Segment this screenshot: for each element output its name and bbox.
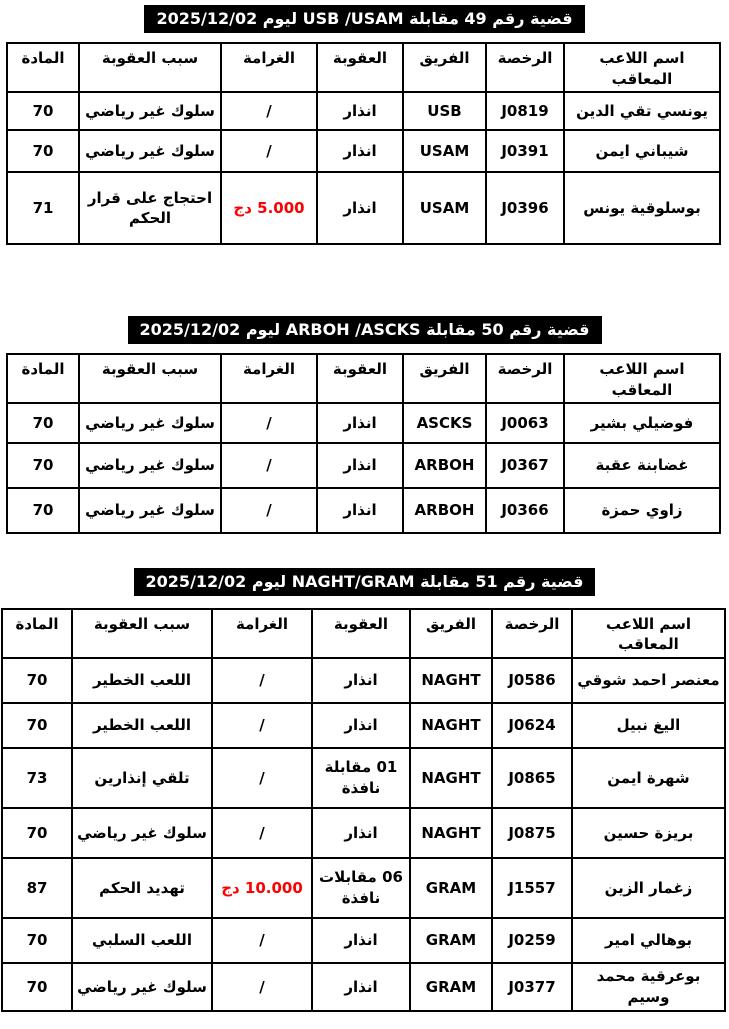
reason-cell: اللعب السلبي (72, 918, 212, 963)
sanction-cell: انذار (317, 130, 403, 172)
reason-cell: سلوك غير رياضي (79, 403, 221, 443)
fine-cell: / (212, 703, 312, 748)
case-49-section (0, 5, 729, 245)
article-cell: 87 (2, 858, 72, 918)
case-50-sanctions-table (6, 353, 721, 534)
column-header-article: المادة (7, 354, 79, 403)
table-header-row (2, 609, 725, 658)
case-51-title-bar: قضية رقم 51 مقابلة NAGHT/GRAM ليوم 2025/12/02 (134, 568, 596, 596)
table-row (2, 918, 725, 963)
fine-cell: / (221, 488, 317, 533)
player-name-cell: اليغ نبيل (572, 703, 725, 748)
article-cell: 70 (2, 918, 72, 963)
license-cell: J0586 (492, 658, 572, 703)
table-row (2, 658, 725, 703)
sanction-cell: انذار (317, 403, 403, 443)
fine-cell: / (212, 918, 312, 963)
column-header-license: الرخصة (486, 354, 564, 403)
player-name-cell: غضابنة عقبة (564, 443, 720, 488)
player-name-cell: شهرة ايمن (572, 748, 725, 808)
fine-cell: / (212, 748, 312, 808)
sanction-cell: انذار (312, 808, 410, 858)
sanction-cell: 01 مقابلة نافذة (312, 748, 410, 808)
team-cell: GRAM (410, 963, 492, 1011)
fine-cell: / (212, 963, 312, 1011)
player-name-cell: بريزة حسين (572, 808, 725, 858)
table-row (2, 858, 725, 918)
column-header-sanction: العقوبة (312, 609, 410, 658)
license-cell: J1557 (492, 858, 572, 918)
column-header-article: المادة (2, 609, 72, 658)
reason-cell: تهديد الحكم (72, 858, 212, 918)
fine-cell: / (221, 403, 317, 443)
reason-cell: سلوك غير رياضي (72, 963, 212, 1011)
fine-cell: / (212, 658, 312, 703)
article-cell: 70 (2, 658, 72, 703)
sanction-cell: انذار (312, 658, 410, 703)
sanction-cell: انذار (312, 918, 410, 963)
article-cell: 70 (2, 703, 72, 748)
sanction-cell: 06 مقابلات نافذة (312, 858, 410, 918)
column-header-license: الرخصة (492, 609, 572, 658)
table-row (2, 748, 725, 808)
fine-cell: 10.000 دج (212, 858, 312, 918)
fine-cell: / (221, 130, 317, 172)
license-cell: J0063 (486, 403, 564, 443)
player-name-cell: معنصر احمد شوقي (572, 658, 725, 703)
table-row (2, 703, 725, 748)
team-cell: NAGHT (410, 808, 492, 858)
fine-cell: / (221, 443, 317, 488)
sanction-cell: انذار (317, 488, 403, 533)
case-49-title-bar: قضية رقم 49 مقابلة USB /USAM ليوم 2025/12/02 (144, 5, 584, 33)
article-cell: 70 (7, 488, 79, 533)
reason-cell: سلوك غير رياضي (79, 488, 221, 533)
license-cell: J0377 (492, 963, 572, 1011)
article-cell: 70 (2, 808, 72, 858)
reason-cell: سلوك غير رياضي (79, 130, 221, 172)
player-name-cell: شيباني ايمن (564, 130, 720, 172)
column-header-license: الرخصة (486, 43, 564, 92)
column-header-team: الفريق (403, 43, 486, 92)
column-header-fine: الغرامة (212, 609, 312, 658)
team-cell: USAM (403, 130, 486, 172)
reason-cell: سلوك غير رياضي (72, 808, 212, 858)
sanction-cell: انذار (317, 443, 403, 488)
article-cell: 70 (7, 130, 79, 172)
column-header-reason: سبب العقوبة (72, 609, 212, 658)
reason-cell: سلوك غير رياضي (79, 443, 221, 488)
disciplinary-report-page (0, 5, 729, 1029)
column-header-reason: سبب العقوبة (79, 354, 221, 403)
table-row (7, 488, 720, 533)
sanction-cell: انذار (312, 703, 410, 748)
column-header-sanction: العقوبة (317, 354, 403, 403)
column-header-player-name: اسم اللاعب المعاقب (564, 43, 720, 92)
license-cell: J0367 (486, 443, 564, 488)
table-row (7, 172, 720, 244)
column-header-team: الفريق (410, 609, 492, 658)
player-name-cell: زغمار الزين (572, 858, 725, 918)
license-cell: J0391 (486, 130, 564, 172)
player-name-cell: بوعرقية محمد وسيم (572, 963, 725, 1011)
article-cell: 70 (7, 403, 79, 443)
column-header-fine: الغرامة (221, 43, 317, 92)
case-49-sanctions-table (6, 42, 721, 245)
license-cell: J0259 (492, 918, 572, 963)
case-51-sanctions-table (1, 608, 726, 1012)
article-cell: 70 (7, 443, 79, 488)
article-cell: 70 (2, 963, 72, 1011)
sanction-cell: انذار (317, 92, 403, 130)
player-name-cell: بوسلوقية يونس (564, 172, 720, 244)
table-row (7, 92, 720, 130)
fine-cell: / (212, 808, 312, 858)
reason-cell: تلقي إنذارين (72, 748, 212, 808)
license-cell: J0865 (492, 748, 572, 808)
fine-cell: 5.000 دج (221, 172, 317, 244)
sanction-cell: انذار (312, 963, 410, 1011)
player-name-cell: فوضيلي بشير (564, 403, 720, 443)
column-header-article: المادة (7, 43, 79, 92)
reason-cell: اللعب الخطير (72, 703, 212, 748)
team-cell: ARBOH (403, 488, 486, 533)
table-row (2, 808, 725, 858)
reason-cell: اللعب الخطير (72, 658, 212, 703)
team-cell: USAM (403, 172, 486, 244)
reason-cell: احتجاج على قرار الحكم (79, 172, 221, 244)
team-cell: NAGHT (410, 748, 492, 808)
fine-cell: / (221, 92, 317, 130)
player-name-cell: بوهالي امير (572, 918, 725, 963)
license-cell: J0396 (486, 172, 564, 244)
license-cell: J0366 (486, 488, 564, 533)
license-cell: J0624 (492, 703, 572, 748)
reason-cell: سلوك غير رياضي (79, 92, 221, 130)
player-name-cell: زاوي حمزة (564, 488, 720, 533)
article-cell: 70 (7, 92, 79, 130)
team-cell: GRAM (410, 858, 492, 918)
case-51-section (0, 568, 729, 1012)
article-cell: 71 (7, 172, 79, 244)
column-header-team: الفريق (403, 354, 486, 403)
column-header-player-name: اسم اللاعب المعاقب (564, 354, 720, 403)
team-cell: NAGHT (410, 658, 492, 703)
team-cell: ASCKS (403, 403, 486, 443)
license-cell: J0819 (486, 92, 564, 130)
table-row (7, 130, 720, 172)
column-header-sanction: العقوبة (317, 43, 403, 92)
table-row (7, 403, 720, 443)
column-header-fine: الغرامة (221, 354, 317, 403)
player-name-cell: يونسي تقي الدين (564, 92, 720, 130)
column-header-player-name: اسم اللاعب المعاقب (572, 609, 725, 658)
column-header-reason: سبب العقوبة (79, 43, 221, 92)
license-cell: J0875 (492, 808, 572, 858)
team-cell: ARBOH (403, 443, 486, 488)
case-50-section (0, 316, 729, 534)
team-cell: USB (403, 92, 486, 130)
case-50-title-bar: قضية رقم 50 مقابلة ARBOH /ASCKS ليوم 2025/12/02 (128, 316, 602, 344)
team-cell: NAGHT (410, 703, 492, 748)
team-cell: GRAM (410, 918, 492, 963)
table-row (7, 443, 720, 488)
article-cell: 73 (2, 748, 72, 808)
table-row (2, 963, 725, 1011)
table-header-row (7, 354, 720, 403)
sanction-cell: انذار (317, 172, 403, 244)
table-header-row (7, 43, 720, 92)
